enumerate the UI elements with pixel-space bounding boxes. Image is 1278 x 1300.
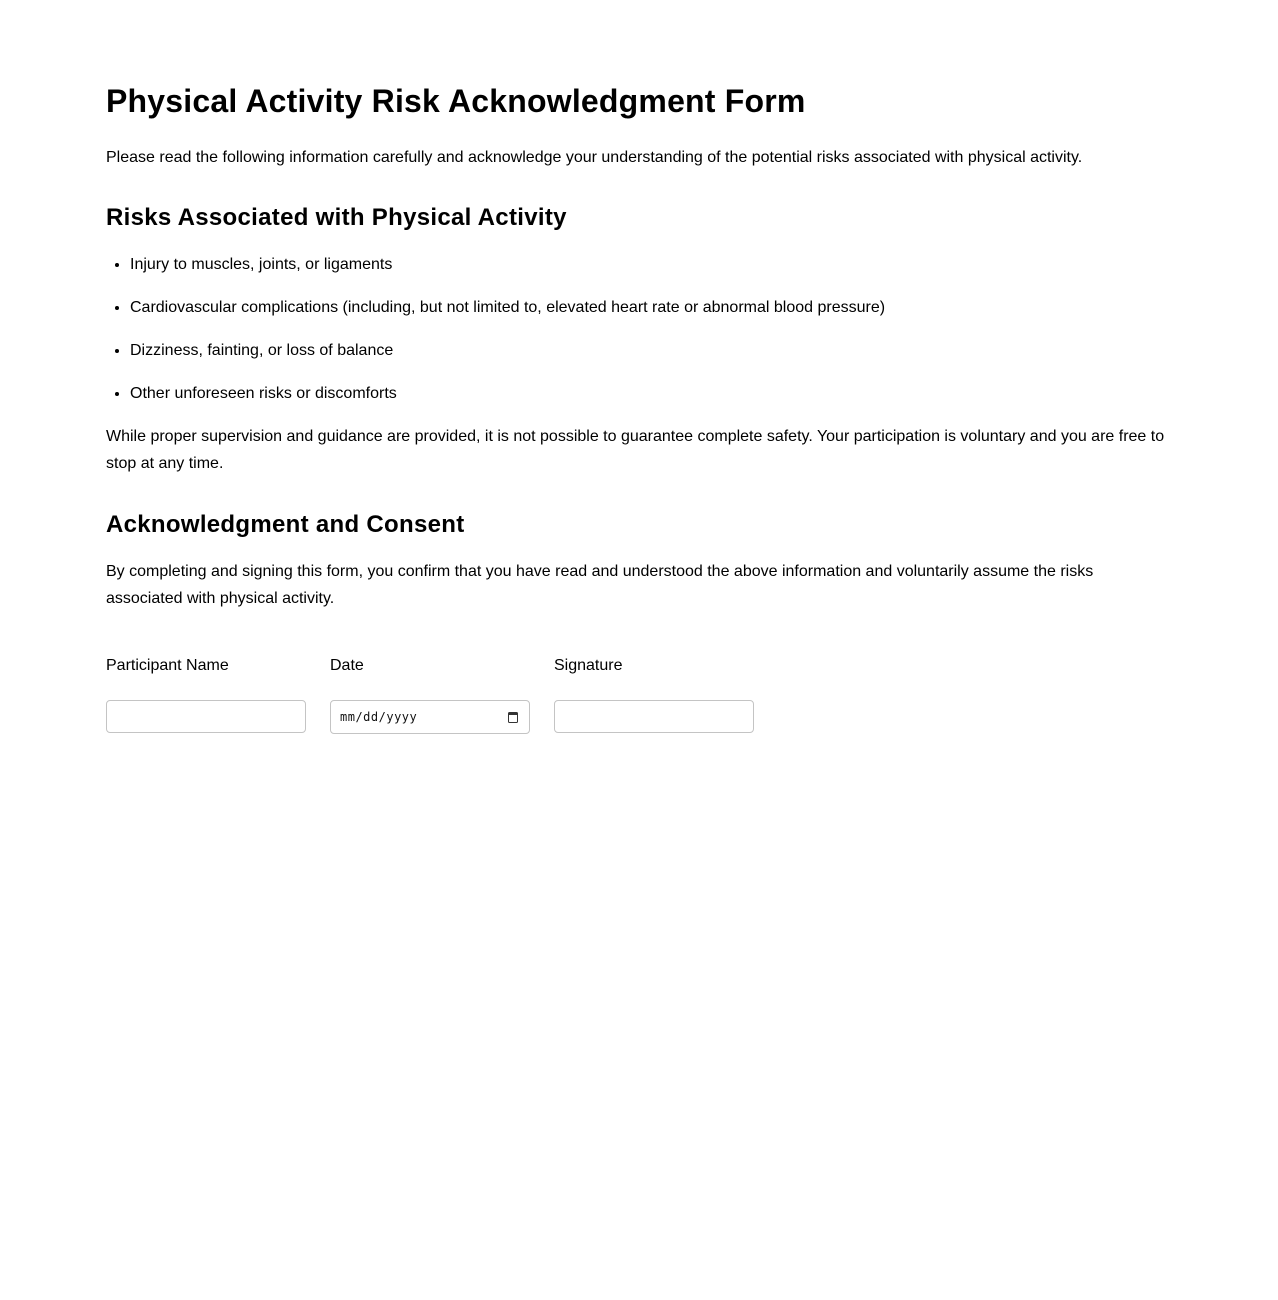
risks-list (106, 251, 1172, 407)
acknowledgment-form (106, 652, 1172, 734)
intro-text: Please read the following information carefully and acknowledge your understanding of the potential risks associated with physical activity. (106, 149, 1083, 166)
date-placeholder: mm/dd/yyyy (340, 710, 418, 724)
page-title: Physical Activity Risk Acknowledgment Form (106, 83, 806, 119)
list-item: • Dizziness, fainting, or loss of balance (130, 337, 1172, 364)
participant-name-label: Participant Name (106, 657, 229, 674)
participant-name-input[interactable] (106, 700, 306, 733)
consent-text: By completing and signing this form, you confirm that you have read and understood the above information and voluntarily assume the risks associated with physical activity. (106, 563, 1094, 607)
risks-section (106, 204, 1172, 477)
signature-field-group (554, 652, 754, 734)
signature-input[interactable] (554, 700, 754, 733)
date-label: Date (330, 657, 364, 674)
signature-label: Signature (554, 657, 623, 674)
participant-name-field-group (106, 652, 306, 734)
safety-note: While proper supervision and guidance are provided, it is not possible to guarantee complete safety. Your participation is voluntary and you are free to stop at any time. (106, 428, 1165, 472)
calendar-icon[interactable] (508, 712, 518, 723)
date-field-group (330, 652, 530, 734)
consent-section (106, 511, 1172, 612)
list-item: • Cardiovascular complications (including, but not limited to, elevated heart rate or abnormal blood pressure) (130, 294, 1172, 321)
date-input[interactable] (330, 700, 530, 734)
risks-heading: Risks Associated with Physical Activity (106, 204, 567, 231)
list-item: • Other unforeseen risks or discomforts (130, 380, 1172, 407)
list-item: • Injury to muscles, joints, or ligaments (130, 251, 1172, 278)
consent-heading: Acknowledgment and Consent (106, 511, 465, 538)
